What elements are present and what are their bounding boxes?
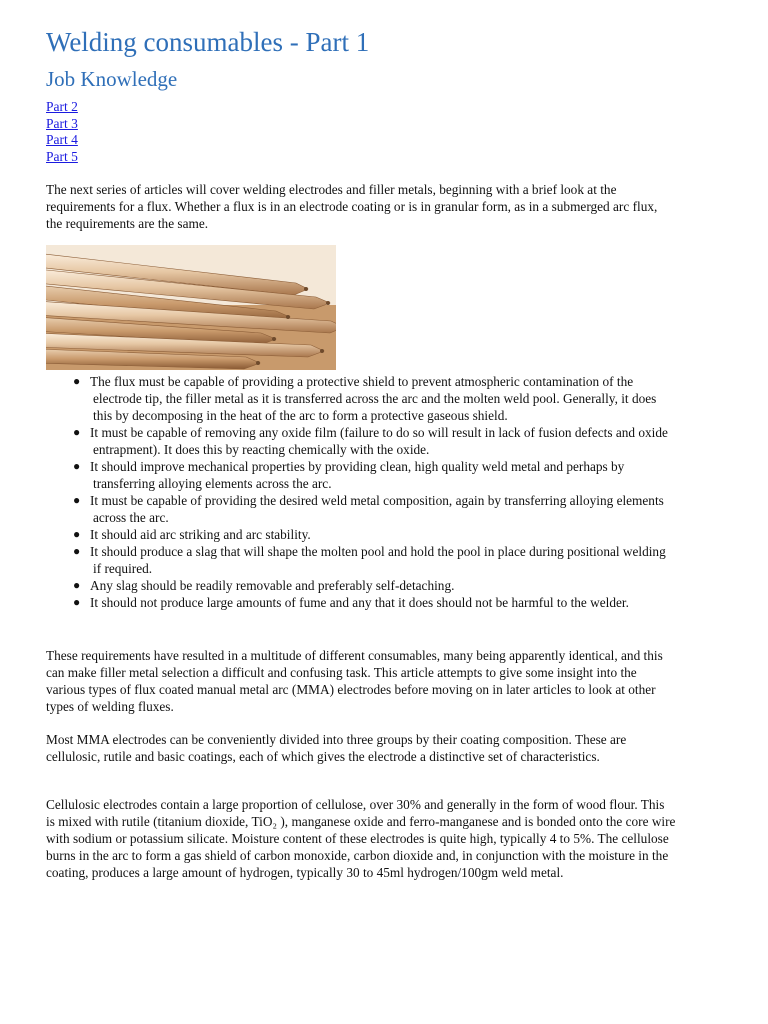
list-item: ● It should not produce large amounts of fume and any that it does should not be harmful to the welder. xyxy=(73,595,629,610)
bullet-icon: ● xyxy=(73,459,81,473)
link-part-2[interactable]: Part 2 xyxy=(46,99,78,114)
flux-requirements-list xyxy=(46,373,676,611)
list-item: ● It should improve mechanical properties by providing clean, high quality weld metal and perhaps by transferring alloying elements across the arc. xyxy=(73,459,625,491)
bullet-icon: ● xyxy=(73,374,81,388)
bullet-icon: ● xyxy=(73,595,81,609)
electrodes-photo xyxy=(46,245,336,370)
link-part-4[interactable]: Part 4 xyxy=(46,132,78,147)
list-item: ● It should aid arc striking and arc stability. xyxy=(73,527,311,542)
page-subtitle: Job Knowledge xyxy=(46,67,178,91)
list-item: ● The flux must be capable of providing a protective shield to prevent atmospheric contamination of the electrode tip, the filler metal as it is transferred across the arc and the molten weld pool. Generally, it does this by decomposing in the heat of the arc to form a protective gaseous shield. xyxy=(73,374,657,423)
bullet-icon: ● xyxy=(73,425,81,439)
bullet-icon: ● xyxy=(73,493,81,507)
bullet-icon: ● xyxy=(73,544,81,558)
body-paragraph: Cellulosic electrodes contain a large proportion of cellulose, over 30% and generally in the form of wood flour. This is mixed with rutile (titanium dioxide, TiO₂ ), manganese oxide and ferro-manganese and is bonded onto the core wire with sodium or potassium silicate. Moisture content of these electrodes is quite high, typically 4 to 5%. The cellulose burns in the arc to form a gas shield of carbon monoxide, carbon dioxide and, in conjunction with the moisture in the coating, produces a large amount of hydrogen, typically 30 to 45ml hydrogen/100gm weld metal. xyxy=(46,797,676,880)
bullet-icon: ● xyxy=(73,578,81,592)
part-links xyxy=(46,99,78,165)
list-item: ● It must be capable of removing any oxide film (failure to do so will result in lack of fusion defects and oxide entrapment). It does this by reacting chemically with the oxide. xyxy=(73,425,668,457)
link-part-5[interactable]: Part 5 xyxy=(46,148,78,164)
page-title: Welding consumables - Part 1 xyxy=(46,27,370,57)
list-item: ● Any slag should be readily removable and preferably self-detaching. xyxy=(73,578,455,593)
body-paragraph: These requirements have resulted in a multitude of different consumables, many being apparently identical, and this can make filler metal selection a difficult and confusing task. This article attempts to give some insight into the various types of flux coated manual metal arc (MMA) electrodes before moving on in later articles to look at other types of welding fluxes. xyxy=(46,648,663,714)
body-paragraph: Most MMA electrodes can be conveniently divided into three groups by their coating composition. These are cellulosic, rutile and basic coatings, each of which gives the electrode a distinctive set of characteristics. xyxy=(46,732,627,764)
list-item: ● It must be capable of providing the desired weld metal composition, again by transferring alloying elements across the arc. xyxy=(73,493,664,525)
intro-paragraph: The next series of articles will cover welding electrodes and filler metals, beginning with a brief look at the requirements for a flux. Whether a flux is in an electrode coating or is in granular form, as in a submerged arc flux, the requirements are the same. xyxy=(46,182,658,231)
link-part-3[interactable]: Part 3 xyxy=(46,115,78,131)
list-item: ● It should produce a slag that will shape the molten pool and hold the pool in place during positional welding if required. xyxy=(73,544,666,576)
bullet-icon: ● xyxy=(73,527,81,541)
